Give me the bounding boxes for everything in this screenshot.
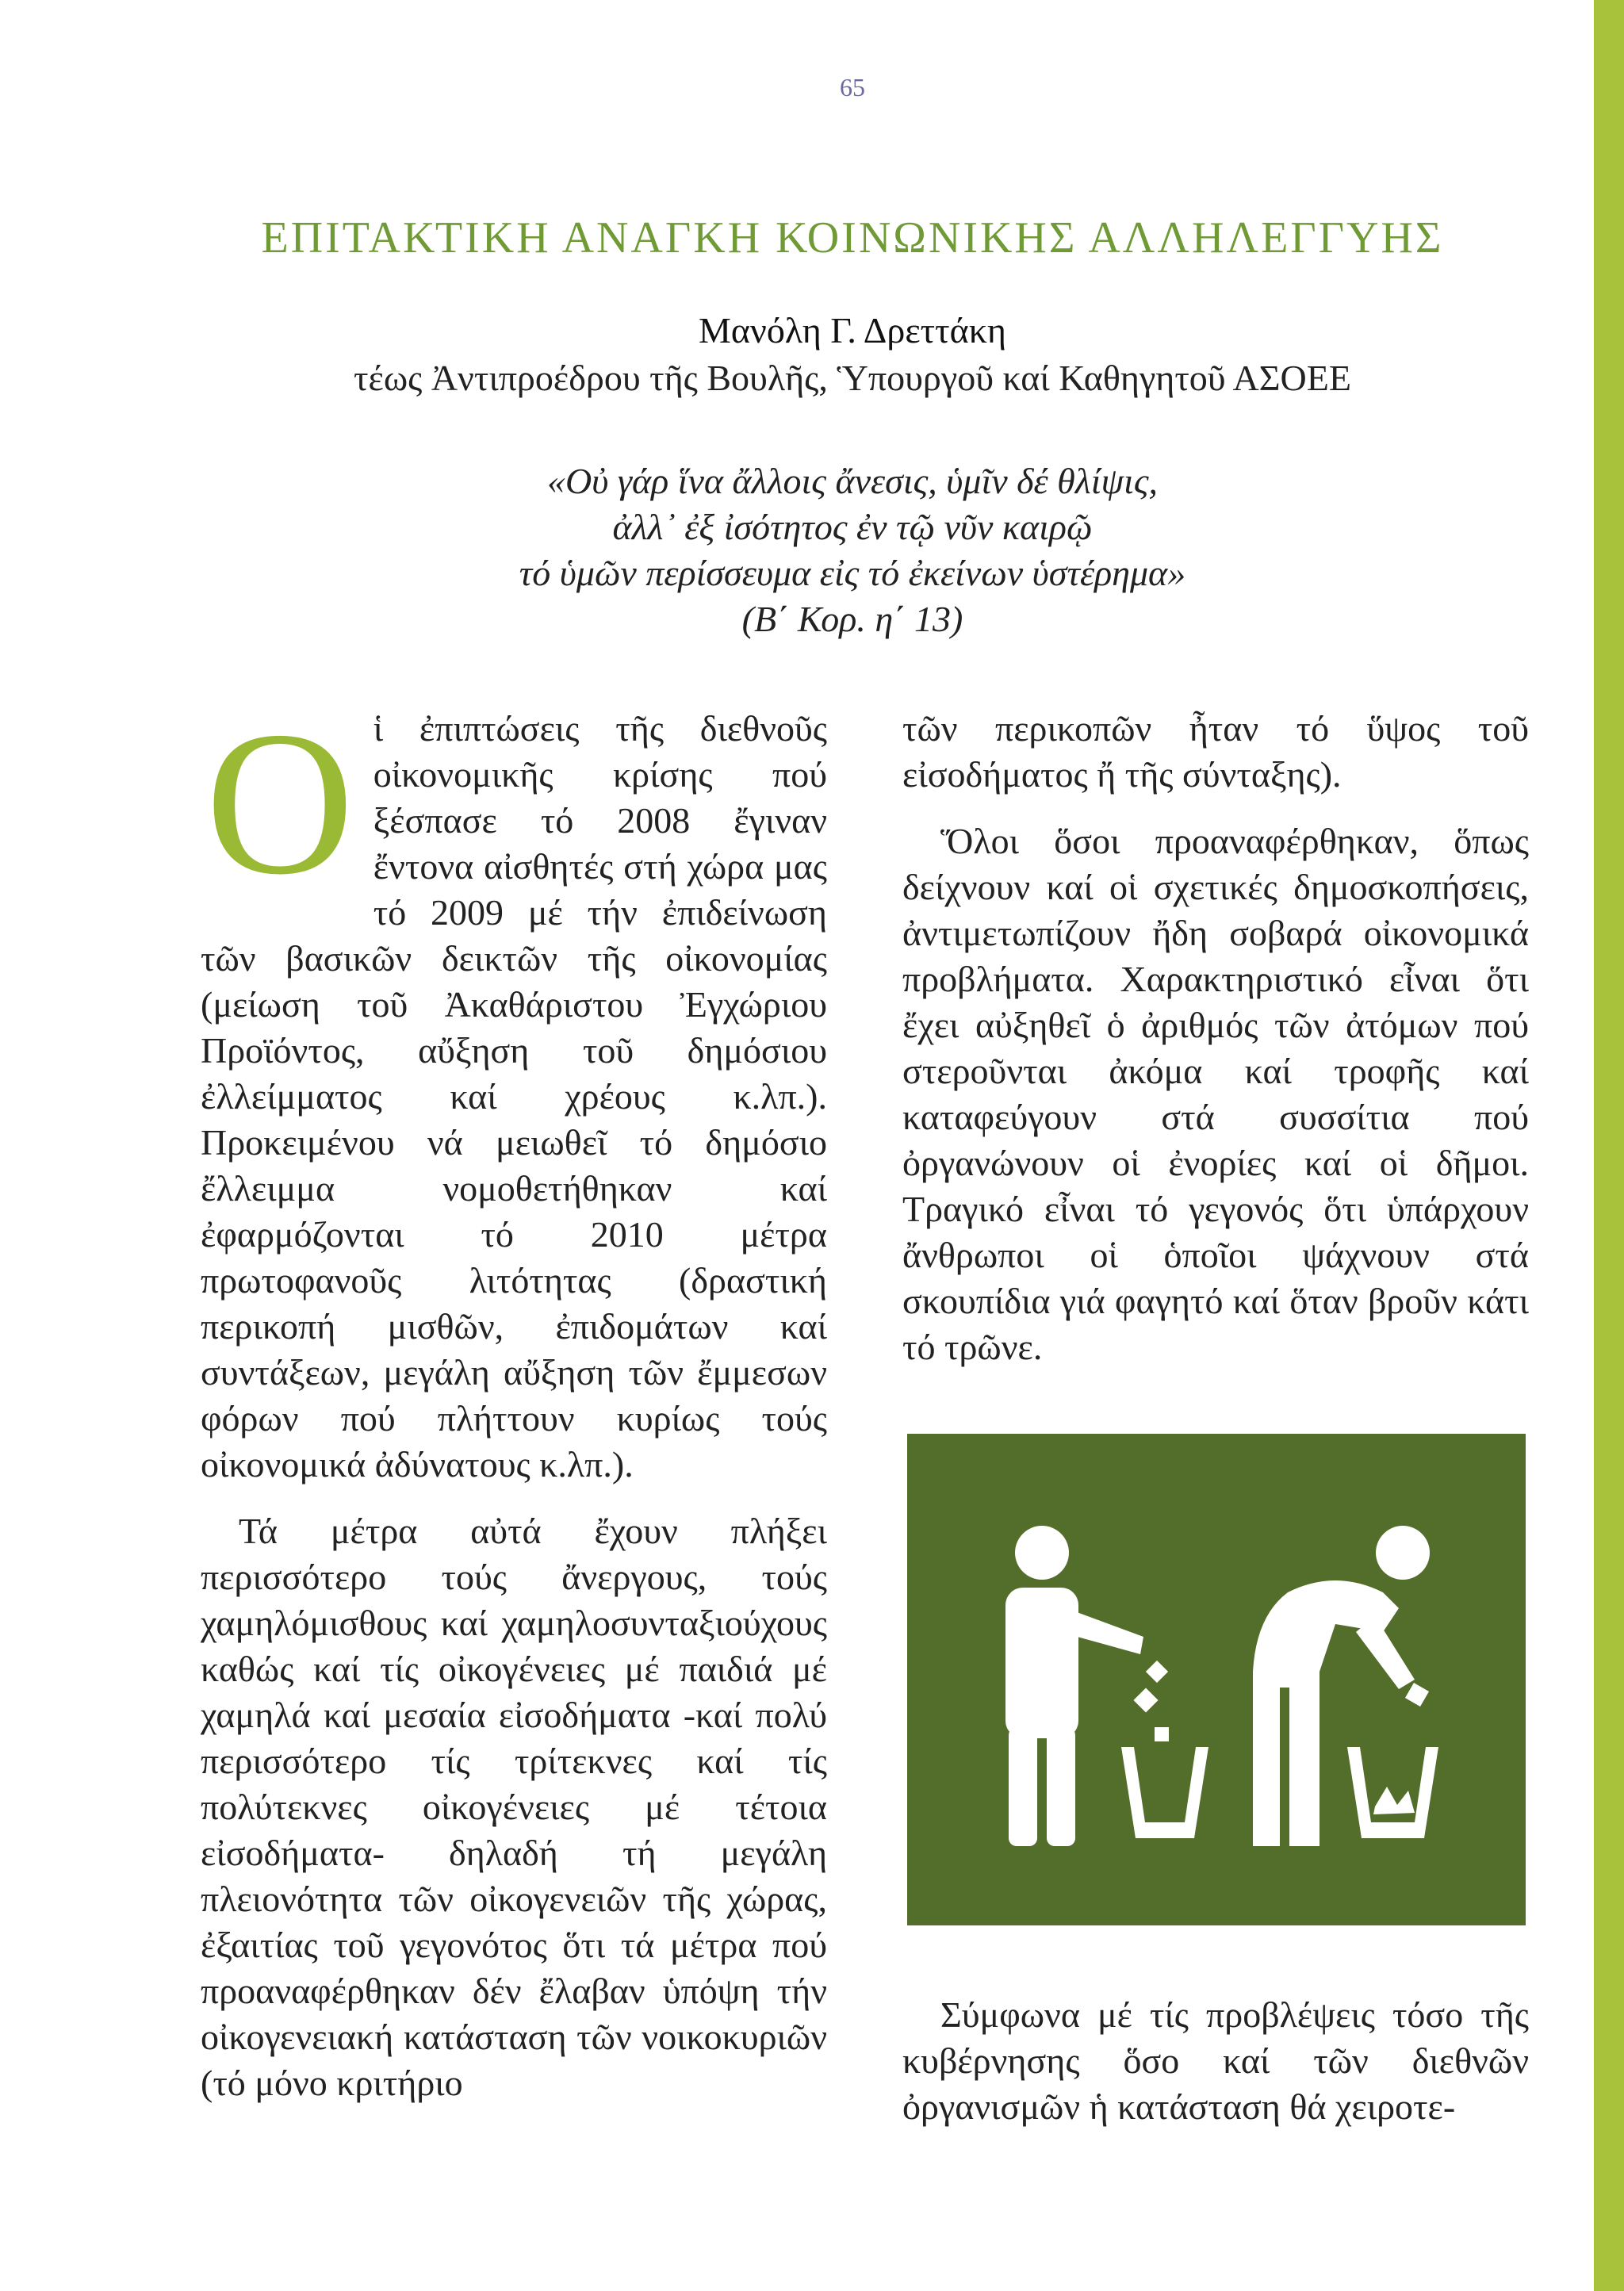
drop-cap: Ο [205,689,354,918]
quote-line: τό ὑμῶν περίσσευμα εἰς τό ἐκείνων ὑστέρημα» [519,553,1186,593]
trash-bin-pictogram-icon [907,1434,1526,1925]
figure-trash-pictogram [907,1434,1526,1925]
paragraph: Ὅλοι ὅσοι προαναφέρθηκαν, ὅπως δείχνουν καί οἱ σχετικές δημοσκοπήσεις, ἀντιμετωπίζουν ἤδη σοβαρά οἰκονομικά προβλήματα. Χαρακτηριστικό εἶναι ὅτι ἔχει αὐξηθεῖ ὁ ἀριθμός τῶν ἀτόμων πού στεροῦνται ἀκόμα καί τροφῆς καί καταφεύγουν στά συσσίτια πού ὀργανώνουν οἱ ἐνορίες καί οἱ δῆμοι. Τραγικό εἶναι τό γεγονός ὅτι ὑπάρχουν ἄνθρωποι οἱ ὁποῖοι ψάχνουν στά σκουπίδια γιά φαγητό καί ὅταν βροῦν κάτι τό τρῶνε. [902,821,1529,1367]
side-accent-bar [1594,0,1624,2291]
author-role: τέως Ἀντιπροέδρου τῆς Βουλῆς, Ὑπουργοῦ καί Καθηγητοῦ ΑΣΟΕΕ [354,358,1351,398]
paragraph: Τά μέτρα αὐτά ἔχουν πλήξει περισσότερο τούς ἄνεργους, τούς χαμηλόμισθους καί χαμηλοσυνταξιούχους καθώς καί τίς οἰκογένειες μέ παιδιά μέ χαμηλά καί μεσαία εἰσοδήματα -καί πολύ περισσότερο τίς τρίτεκνες καί τίς πολύτεκνες οἰκογένειες μέ τέτοια εἰσοδήματα- δηλαδή τή μεγάλη πλειονότητα τῶν οἰκογενειῶν τῆς χώρας, ἐξαιτίας τοῦ γεγονότος ὅτι τά μέτρα πού προαναφέρθηκαν δέν ἔλαβαν ὑπόψη τήν οἰκογενειακή κατάσταση τῶν νοικοκυριῶν (τό μόνο κριτήριο [201,1511,827,2103]
right-column-bottom [902,1992,1529,2151]
quote-citation: (Β΄ Κορ. η΄ 13) [741,599,963,639]
article-title: ΕΠΙΤΑΚΤΙΚΗ ΑΝΑΓΚΗ ΚΟΙΝΩΝΙΚΗΣ ΑΛΛΗΛΕΓΓΥΗΣ [261,213,1444,262]
left-column [201,689,827,2127]
page-number: 65 [840,73,865,102]
paragraph-text: ἱ ἐπιπτώσεις τῆς διεθνοῦς οἰκονομικῆς κρίσης πού ξέσπασε τό 2008 ἔγιναν ἔντονα αἰσθητές στή χώρα μας τό 2009 μέ τήν ἐπιδείνωση τῶν βασικῶν δεικτῶν τῆς οἰκονομίας (μείωση τοῦ Ἀκαθάριστου Ἐγχώριου Προϊόντος, αὔξηση τοῦ δημόσιου ἐλλείμματος καί χρέους κ.λπ.). Προκειμένου νά μειωθεῖ τό δημόσιο ἔλλειμμα νομοθετήθηκαν καί ἐφαρμόζονται τό 2010 μέτρα πρωτοφανοῦς λιτότητας (δραστική περικοπή μισθῶν, ἐπιδομάτων καί συντάξεων, μεγάλη αὔξηση τῶν ἔμμεσων φόρων πού πλήττουν κυρίως τούς οἰκονομικά ἀδύνατους κ.λπ.). [201,708,827,1485]
quote-line: ἀλλ᾽ ἐξ ἰσότητος ἐν τῷ νῦν καιρῷ [612,507,1093,547]
paragraph: τῶν περικοπῶν ἦταν τό ὕψος τοῦ εἰσοδήματος ἤ τῆς σύνταξης). [902,708,1529,795]
right-column-top [902,706,1529,1391]
paragraph [201,689,827,1488]
epigraph-quote [238,458,1467,642]
paragraph: Σύμφωνα μέ τίς προβλέψεις τόσο τῆς κυβέρνησης ὅσο καί τῶν διεθνῶν ὀργανισμῶν ἡ κατάσταση θά χειροτε- [902,1994,1529,2127]
quote-line: «Οὐ γάρ ἵνα ἄλλοις ἄνεσις, ὑμῖν δέ θλίψις, [546,461,1158,501]
author-name: Μανόλη Γ. Δρεττάκη [699,310,1006,351]
